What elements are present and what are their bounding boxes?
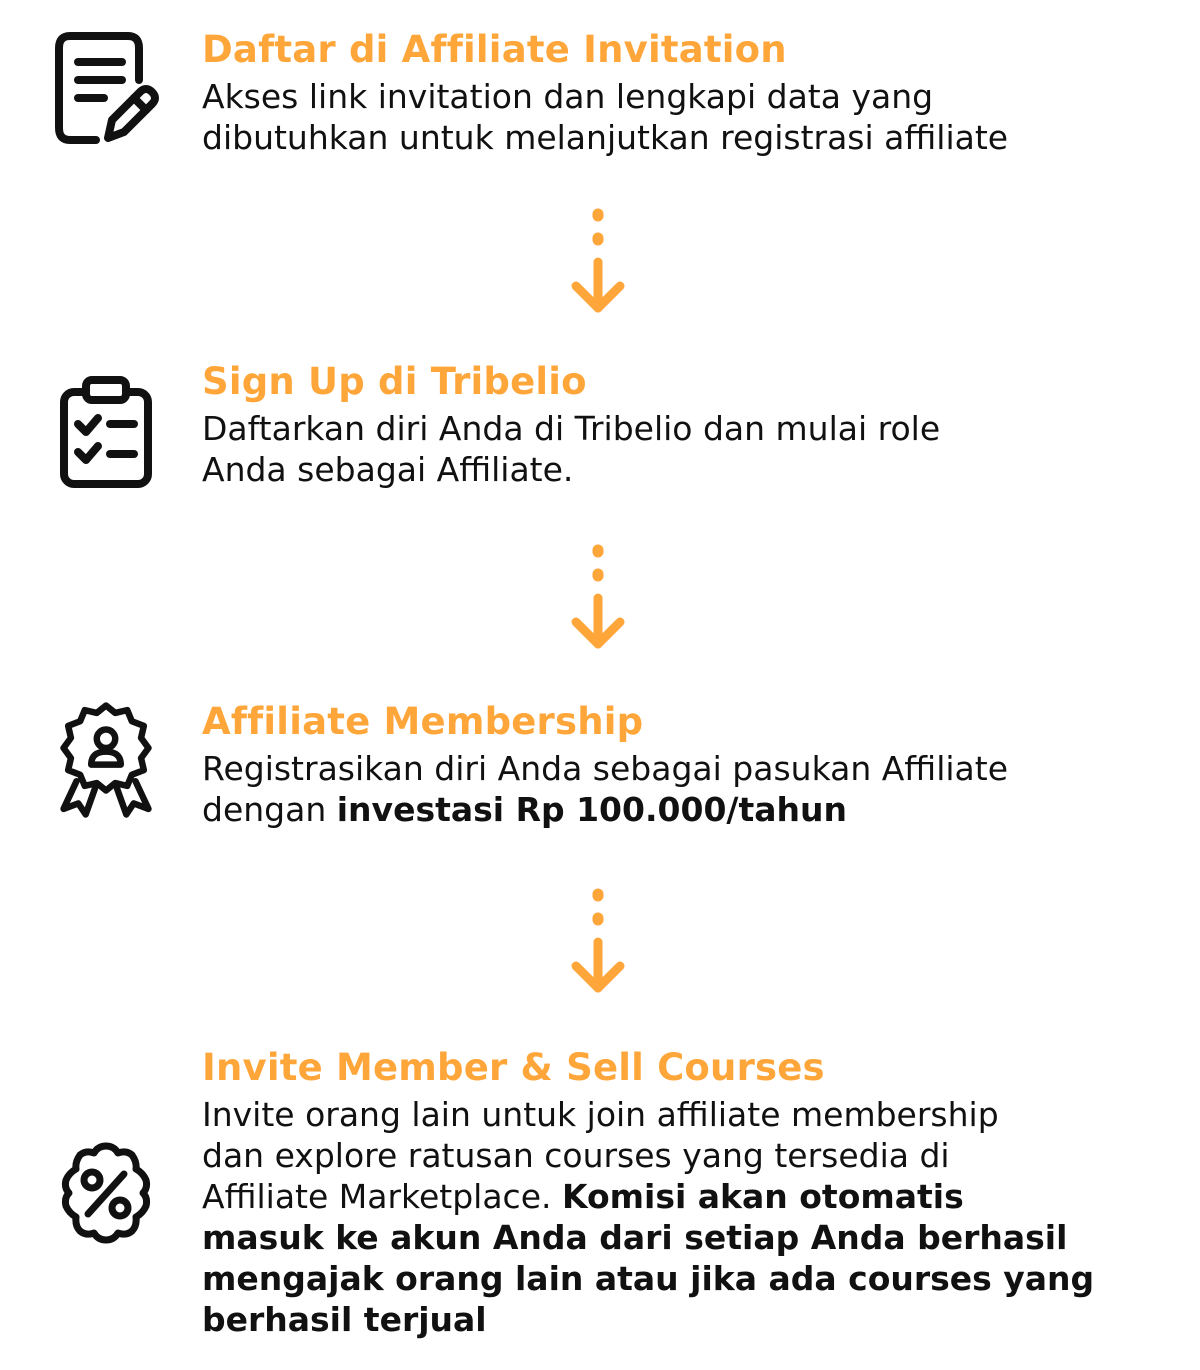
desc-text: dengan: [202, 790, 337, 829]
step-description: [202, 408, 1162, 490]
step-title: Affiliate Membership: [202, 700, 644, 743]
investment-price: investasi Rp 100.000/tahun: [336, 790, 847, 829]
desc-line: Invite orang lain untuk join affiliate membership: [202, 1095, 999, 1134]
commission-text: berhasil terjual: [202, 1300, 487, 1339]
dotted-arrow-down-icon: [566, 206, 630, 316]
desc-line: Daftarkan diri Anda di Tribelio dan mulai role: [202, 409, 941, 448]
desc-line: dibutuhkan untuk melanjutkan registrasi affiliate: [202, 118, 1009, 157]
step-title: Daftar di Affiliate Invitation: [202, 28, 787, 71]
step-title: Sign Up di Tribelio: [202, 360, 587, 403]
step-title: Invite Member & Sell Courses: [202, 1046, 825, 1089]
membership-badge-icon: [50, 700, 162, 820]
desc-line: Anda sebagai Affiliate.: [202, 450, 574, 489]
desc-text: Affiliate Marketplace.: [202, 1177, 562, 1216]
dotted-arrow-down-icon: [566, 542, 630, 652]
desc-line: [202, 1176, 1162, 1217]
step-description: [202, 1094, 1162, 1340]
discount-badge-icon: [50, 1136, 162, 1256]
desc-line: [202, 789, 1162, 830]
clipboard-checklist-icon: [50, 372, 162, 492]
commission-text: masuk ke akun Anda dari setiap Anda berhasil: [202, 1218, 1068, 1257]
desc-line: dan explore ratusan courses yang tersedia di: [202, 1136, 950, 1175]
document-edit-icon: [50, 28, 162, 148]
commission-text: mengajak orang lain atau jika ada courses yang: [202, 1259, 1095, 1298]
step-description: [202, 76, 1162, 158]
commission-text: Komisi akan otomatis: [561, 1177, 964, 1216]
desc-line: Akses link invitation dan lengkapi data yang: [202, 77, 934, 116]
dotted-arrow-down-icon: [566, 886, 630, 996]
desc-line: Registrasikan diri Anda sebagai pasukan Affiliate: [202, 749, 1009, 788]
step-description: [202, 748, 1162, 830]
